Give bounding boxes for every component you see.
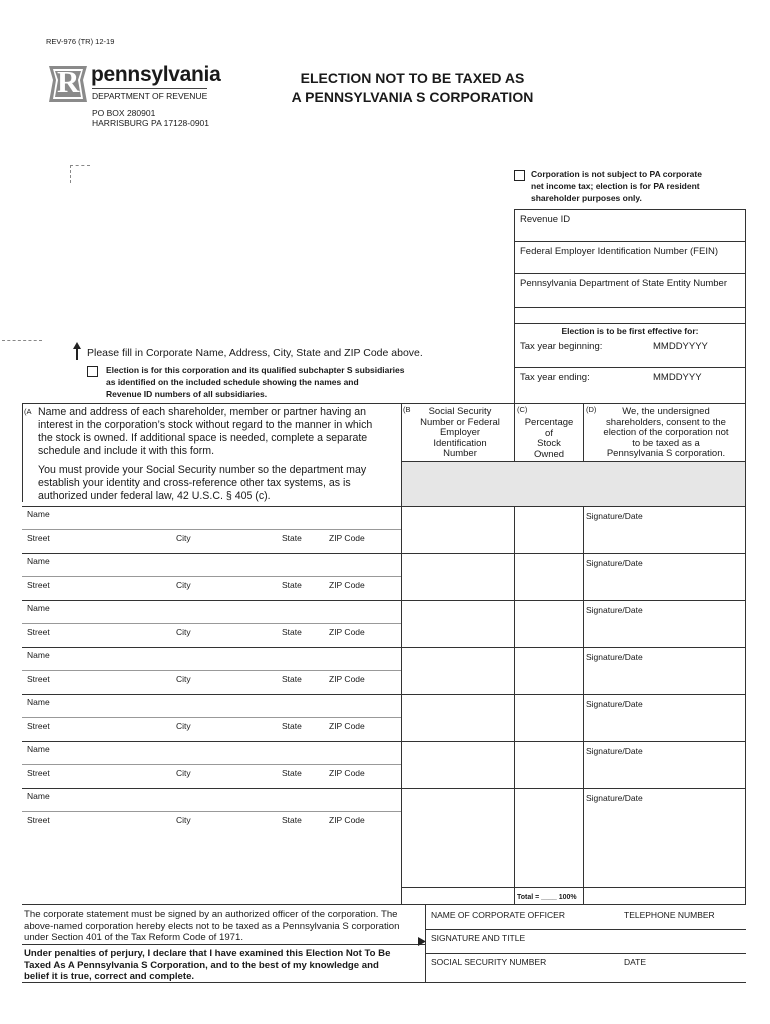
qsub-checkbox[interactable]	[87, 366, 98, 377]
officer-name-label: NAME OF CORPORATE OFFICER	[431, 910, 565, 920]
signature-input[interactable]	[584, 757, 745, 787]
signature-title-label: SIGNATURE AND TITLE	[431, 933, 526, 943]
ssn-fein-input[interactable]	[402, 648, 514, 693]
date-label: DATE	[624, 957, 647, 967]
city-label: City	[176, 768, 191, 778]
shareholder-name-address-input[interactable]	[22, 695, 400, 740]
street-label: Street	[27, 533, 50, 543]
col-c-line-1: Percentage	[524, 417, 574, 428]
statement-line-1: The corporate statement must be signed by an authorized officer of the corporation. The	[24, 909, 398, 920]
signature-input[interactable]	[584, 522, 745, 552]
street-label: Street	[27, 815, 50, 825]
perjury-line-2: Taxed As A Pennsylvania S Corporation, and to the best of my knowledge and	[24, 959, 379, 971]
ssn-fein-input[interactable]	[402, 695, 514, 740]
city-label: City	[176, 580, 191, 590]
percentage-input[interactable]	[515, 507, 583, 552]
col-c-letter: (C)	[517, 405, 528, 414]
state-label: State	[282, 674, 302, 684]
city-label: City	[176, 533, 191, 543]
signature-input[interactable]	[584, 569, 745, 599]
revenue-id-input[interactable]	[515, 226, 744, 240]
street-label: Street	[27, 768, 50, 778]
state-label: State	[282, 533, 302, 543]
pa-keystone-logo	[47, 62, 89, 104]
name-label: Name	[27, 650, 50, 660]
street-label: Street	[27, 627, 50, 637]
header-shading	[402, 461, 745, 506]
percentage-input[interactable]	[515, 789, 583, 834]
address-window-mark	[70, 165, 90, 183]
col-b-line-4: Identification	[433, 437, 487, 449]
not-subject-line-2: net income tax; election is for PA resident	[531, 181, 700, 191]
dos-entity-input[interactable]	[515, 290, 744, 304]
col-b-line-3: Employer	[439, 427, 481, 438]
telephone-label: TELEPHONE NUMBER	[624, 910, 715, 920]
col-b-header	[410, 407, 510, 460]
tax-year-begin-label: Tax year beginning:	[520, 341, 603, 352]
col-a-line-6: establish your identity and cross-reference other tax systems, as is	[38, 477, 351, 489]
shareholder-row	[22, 694, 746, 741]
zip-label: ZIP Code	[329, 533, 365, 543]
state-label: State	[282, 768, 302, 778]
state-label: State	[282, 721, 302, 731]
zip-label: ZIP Code	[329, 768, 365, 778]
signature-label: Signature/Date	[586, 558, 643, 568]
form-code: REV-976 (TR) 12-19	[46, 37, 115, 46]
arrow-right-icon	[418, 933, 426, 942]
ssn-fein-input[interactable]	[402, 742, 514, 787]
shareholder-row	[22, 647, 746, 694]
corporate-statement	[24, 909, 419, 944]
city-label: City	[176, 721, 191, 731]
name-label: Name	[27, 744, 50, 754]
percentage-input[interactable]	[515, 554, 583, 599]
perjury-statement	[24, 948, 419, 983]
fein-label: Federal Employer Identification Number (FEIN)	[520, 246, 718, 257]
signature-input[interactable]	[584, 710, 745, 740]
not-subject-line-3: shareholder purposes only.	[531, 193, 642, 203]
zip-label: ZIP Code	[329, 674, 365, 684]
name-label: Name	[27, 791, 50, 801]
col-d-line-3: election of the corporation not	[603, 427, 729, 438]
not-subject-checkbox[interactable]	[514, 170, 525, 181]
zip-label: ZIP Code	[329, 580, 365, 590]
col-d-line-5: Pennsylvania S corporation.	[606, 448, 726, 459]
shareholder-row	[22, 741, 746, 788]
tax-year-begin-input[interactable]	[515, 352, 744, 366]
fein-input[interactable]	[515, 258, 744, 272]
street-label: Street	[27, 674, 50, 684]
name-label: Name	[27, 556, 50, 566]
shareholder-name-address-input[interactable]	[22, 648, 400, 693]
qsub-line-2: as identified on the included schedule showing the names and	[106, 377, 359, 387]
name-label: Name	[27, 509, 50, 519]
perjury-line-1: Under penalties of perjury, I declare that I have examined this Election Not To Be	[24, 948, 391, 959]
officer-signature-input[interactable]	[426, 943, 745, 951]
col-a-line-4: schedule and include it with this form.	[38, 445, 215, 457]
percentage-input[interactable]	[515, 695, 583, 740]
effective-header: Election is to be first effective for:	[561, 326, 699, 336]
logo-letter: R	[57, 64, 80, 99]
dos-entity-label: Pennsylvania Department of State Entity Number	[520, 278, 727, 289]
percentage-input[interactable]	[515, 648, 583, 693]
shareholder-row	[22, 553, 746, 600]
state-label: State	[282, 815, 302, 825]
fill-note: Please fill in Corporate Name, Address, City, State and ZIP Code above.	[87, 347, 423, 359]
col-b-line-2: Number or Federal	[420, 416, 500, 428]
signature-label: Signature/Date	[586, 746, 643, 756]
qsub-line-3: Revenue ID numbers of all subsidiaries.	[106, 389, 268, 399]
title-line-2: A PENNSYLVANIA S CORPORATION	[291, 89, 534, 105]
col-a-letter: (A	[24, 407, 32, 416]
col-c-line-2: of	[545, 427, 553, 439]
tax-year-begin-format: MMDDYYYY	[653, 341, 708, 352]
col-d-header	[590, 407, 742, 460]
officer-name-input[interactable]	[426, 920, 745, 928]
address-line-2: HARRISBURG PA 17128-0901	[92, 118, 210, 128]
name-label: Name	[27, 603, 50, 613]
col-b-line-5: Number	[443, 448, 477, 459]
signature-label: Signature/Date	[586, 605, 643, 615]
shareholder-row	[22, 506, 746, 553]
signature-label: Signature/Date	[586, 699, 643, 709]
col-a-line-7: authorized under federal law, 42 U.S.C. § 405 (c).	[38, 490, 271, 502]
ssn-fein-input[interactable]	[402, 789, 514, 834]
col-d-line-2: shareholders, consent to the	[606, 416, 726, 428]
address-line-1: PO BOX 280901	[92, 108, 156, 118]
ssn-fein-input[interactable]	[402, 554, 514, 599]
signature-input[interactable]	[584, 616, 745, 646]
arrow-up-icon	[72, 342, 82, 360]
col-d-line-1: We, the undersigned	[622, 406, 710, 417]
name-label: Name	[27, 697, 50, 707]
signature-input[interactable]	[584, 663, 745, 693]
signature-label: Signature/Date	[586, 793, 643, 803]
col-c-header	[515, 418, 583, 460]
col-b-letter: (B	[403, 405, 411, 414]
shareholder-name-address-input[interactable]	[22, 601, 400, 646]
col-a-line-5: You must provide your Social Security number so the department may	[38, 464, 367, 476]
col-c-line-3: Stock	[537, 438, 561, 449]
revenue-id-label: Revenue ID	[520, 214, 571, 225]
signature-label: Signature/Date	[586, 652, 643, 662]
shareholder-name-address-input[interactable]	[22, 554, 400, 599]
col-a-line-1: Name and address of each shareholder, member or partner having an	[38, 406, 367, 418]
shareholder-name-address-input[interactable]	[22, 742, 400, 787]
logo-name: pennsylvania	[91, 63, 221, 86]
street-label: Street	[27, 580, 50, 590]
signature-input[interactable]	[584, 804, 745, 834]
state-label: State	[282, 627, 302, 637]
signature-label: Signature/Date	[586, 511, 643, 521]
perjury-line-3: belief it is true, correct and complete.	[24, 971, 195, 982]
ssn-fein-input[interactable]	[402, 507, 514, 552]
shareholder-name-address-input[interactable]	[22, 507, 400, 552]
officer-ssn-label: SOCIAL SECURITY NUMBER	[431, 957, 547, 967]
total-percentage: Total = ____ 100%	[517, 894, 577, 901]
state-label: State	[282, 580, 302, 590]
logo-department: DEPARTMENT OF REVENUE	[92, 91, 208, 101]
tax-year-end-input[interactable]	[515, 384, 744, 398]
city-label: City	[176, 674, 191, 684]
fold-mark	[2, 340, 42, 341]
col-a-line-3: the stock is owned. If additional space is needed, complete a separate	[38, 432, 368, 444]
percentage-input[interactable]	[515, 742, 583, 787]
officer-ssn-date-input[interactable]	[426, 968, 745, 980]
street-label: Street	[27, 721, 50, 731]
col-a-header	[38, 406, 398, 503]
col-a-line-2: interest in the corporation’s stock without regard to the manner in which	[38, 419, 373, 431]
shareholder-row	[22, 600, 746, 647]
zip-label: ZIP Code	[329, 627, 365, 637]
zip-label: ZIP Code	[329, 815, 365, 825]
col-c-line-4: Owned	[533, 448, 565, 460]
city-label: City	[176, 815, 191, 825]
title-line-1: ELECTION NOT TO BE TAXED AS	[300, 70, 525, 86]
tax-year-end-format: MMDDYYY	[653, 372, 702, 383]
not-subject-line-1: Corporation is not subject to PA corporate	[531, 169, 702, 179]
col-d-line-4: to be taxed as a	[632, 437, 700, 449]
col-b-line-1: Social Security	[428, 406, 492, 417]
statement-line-3: under Section 401 of the Tax Reform Code of 1971.	[24, 932, 244, 943]
qsub-line-1: Election is for this corporation and its qualified subchapter S subsidiaries	[106, 365, 405, 375]
statement-line-2: above-named corporation hereby elects not to be taxed as a Pennsylvania S corporation	[24, 920, 400, 932]
tax-year-end-label: Tax year ending:	[520, 372, 590, 383]
col-d-letter: (D)	[586, 405, 597, 414]
ssn-fein-input[interactable]	[402, 601, 514, 646]
percentage-input[interactable]	[515, 601, 583, 646]
zip-label: ZIP Code	[329, 721, 365, 731]
shareholder-row	[22, 788, 746, 835]
shareholder-name-address-input[interactable]	[22, 789, 400, 834]
city-label: City	[176, 627, 191, 637]
